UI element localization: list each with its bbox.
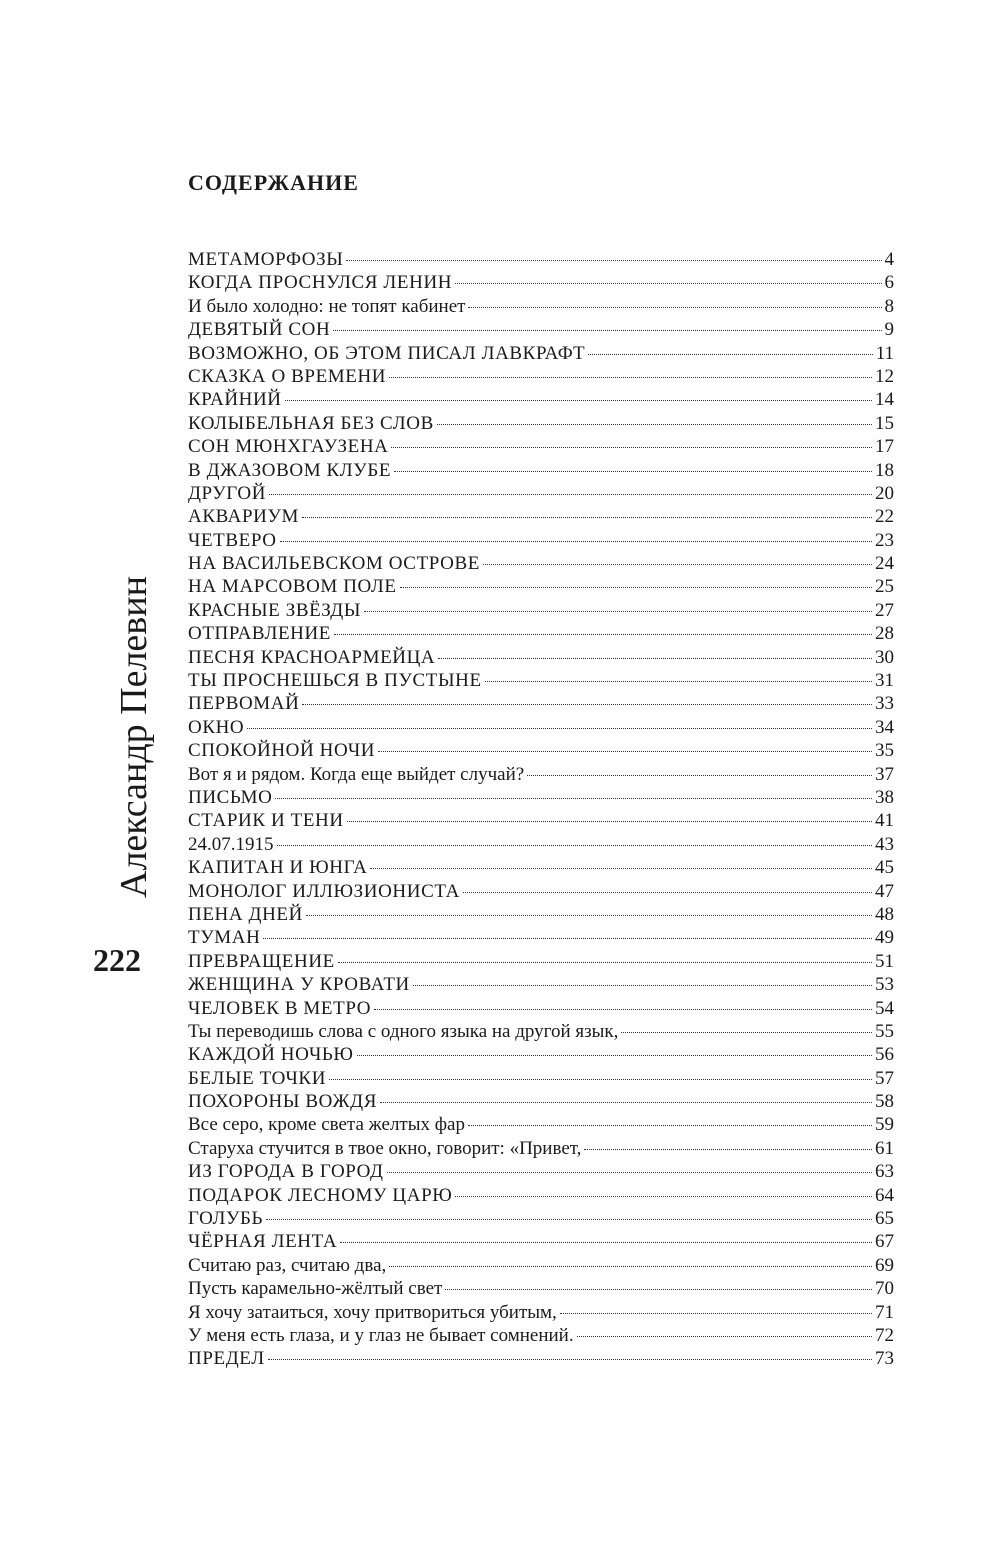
- toc-entry-page: 20: [875, 482, 894, 504]
- dot-leader: [269, 494, 872, 495]
- toc-entry-title: БЕЛЫЕ ТОЧКИ: [188, 1067, 327, 1089]
- toc-entry-page: 55: [875, 1020, 894, 1042]
- dot-leader: [347, 821, 872, 822]
- toc-entry: [188, 833, 894, 856]
- toc-entry: [188, 646, 894, 669]
- toc-entry: [188, 295, 894, 318]
- toc-entry: [188, 482, 894, 505]
- toc-entry: [188, 809, 894, 832]
- dot-leader: [333, 330, 881, 331]
- dot-leader: [380, 1102, 872, 1103]
- toc-entry: [188, 1301, 894, 1324]
- dot-leader: [266, 1219, 872, 1220]
- toc-entry: [188, 926, 894, 949]
- dot-leader: [621, 1032, 872, 1033]
- toc-entry-page: 73: [875, 1348, 894, 1370]
- toc-entry-page: 43: [875, 833, 894, 855]
- dot-leader: [387, 1172, 872, 1173]
- table-of-contents: [188, 248, 894, 1371]
- toc-entry: [188, 1184, 894, 1207]
- toc-entry-title: ПОДАРОК ЛЕСНОМУ ЦАРЮ: [188, 1184, 453, 1206]
- toc-entry-title: КАПИТАН И ЮНГА: [188, 857, 368, 879]
- toc-entry: [188, 1020, 894, 1043]
- dot-leader: [247, 728, 872, 729]
- toc-entry: [188, 1113, 894, 1136]
- toc-entry-title: ЧЕТВЕРО: [188, 529, 277, 551]
- toc-entry-title: Вот я и рядом. Когда еще выйдет случай?: [188, 763, 525, 785]
- dot-leader: [302, 517, 872, 518]
- dot-leader: [445, 1289, 872, 1290]
- dot-leader: [263, 938, 872, 939]
- page-title: СОДЕРЖАНИЕ: [188, 170, 359, 195]
- toc-entry: [188, 435, 894, 458]
- toc-entry-page: 17: [875, 436, 894, 458]
- dot-leader: [391, 447, 872, 448]
- toc-entry-page: 4: [884, 249, 894, 270]
- dot-leader: [374, 1009, 872, 1010]
- toc-entry-page: 64: [875, 1184, 894, 1206]
- toc-entry-title: ЖЕНЩИНА У КРОВАТИ: [188, 974, 410, 996]
- dot-leader: [285, 400, 872, 401]
- dot-leader: [389, 1266, 872, 1267]
- toc-entry-page: 72: [875, 1324, 894, 1346]
- toc-entry: [188, 1160, 894, 1183]
- toc-entry-page: 45: [875, 857, 894, 879]
- toc-entry-page: 14: [875, 389, 894, 411]
- toc-entry-title: 24.07.1915: [188, 833, 274, 855]
- toc-entry: [188, 248, 894, 271]
- toc-entry: [188, 880, 894, 903]
- toc-entry-title: ПРЕВРАЩЕНИЕ: [188, 950, 335, 972]
- dot-leader: [455, 283, 881, 284]
- toc-entry-page: 63: [875, 1161, 894, 1183]
- toc-entry-title: ПРЕДЕЛ: [188, 1348, 265, 1370]
- toc-entry-title: В ДЖАЗОВОМ КЛУБЕ: [188, 459, 392, 481]
- toc-entry-page: 25: [875, 576, 894, 598]
- toc-entry: [188, 1137, 894, 1160]
- toc-entry: [188, 997, 894, 1020]
- toc-entry-title: У меня есть глаза, и у глаз не бывает сомнений.: [188, 1324, 574, 1346]
- toc-entry-title: ТЫ ПРОСНЕШЬСЯ В ПУСТЫНЕ: [188, 670, 482, 692]
- toc-entry: [188, 973, 894, 996]
- toc-entry-page: 61: [875, 1137, 894, 1159]
- toc-entry: [188, 1043, 894, 1066]
- dot-leader: [468, 1125, 872, 1126]
- toc-entry: [188, 342, 894, 365]
- toc-entry: [188, 1254, 894, 1277]
- dot-leader: [394, 471, 872, 472]
- dot-leader: [560, 1313, 872, 1314]
- toc-entry: [188, 669, 894, 692]
- toc-entry: [188, 599, 894, 622]
- toc-entry-page: 37: [875, 763, 894, 785]
- toc-entry: [188, 739, 894, 762]
- dot-leader: [463, 892, 872, 893]
- toc-entry-page: 31: [875, 670, 894, 692]
- toc-entry: [188, 271, 894, 294]
- toc-entry-title: АКВАРИУМ: [188, 506, 300, 528]
- toc-entry-page: 71: [875, 1301, 894, 1323]
- toc-entry-page: 49: [875, 927, 894, 949]
- toc-entry-title: ЧЁРНАЯ ЛЕНТА: [188, 1231, 338, 1253]
- toc-entry-title: ПОХОРОНЫ ВОЖДЯ: [188, 1091, 377, 1113]
- toc-entry-title: КОГДА ПРОСНУЛСЯ ЛЕНИН: [188, 272, 453, 294]
- toc-entry-title: КОЛЫБЕЛЬНАЯ БЕЗ СЛОВ: [188, 412, 434, 434]
- toc-entry: [188, 903, 894, 926]
- toc-entry: [188, 856, 894, 879]
- toc-entry-title: ЧЕЛОВЕК В МЕТРО: [188, 997, 372, 1019]
- dot-leader: [389, 377, 872, 378]
- toc-entry-title: НА ВАСИЛЬЕВСКОМ ОСТРОВЕ: [188, 553, 480, 575]
- toc-entry-page: 48: [875, 903, 894, 925]
- dot-leader: [346, 260, 881, 261]
- toc-entry-title: КРАСНЫЕ ЗВЁЗДЫ: [188, 599, 361, 621]
- toc-entry-page: 56: [875, 1044, 894, 1066]
- toc-entry-page: 53: [875, 974, 894, 996]
- dot-leader: [334, 634, 872, 635]
- dot-leader: [306, 915, 872, 916]
- toc-entry-page: 34: [875, 716, 894, 738]
- dot-leader: [277, 845, 873, 846]
- toc-entry: [188, 950, 894, 973]
- dot-leader: [340, 1242, 872, 1243]
- author-name: Александр Пелевин: [113, 576, 155, 898]
- toc-entry-title: И было холодно: не топят кабинет: [188, 295, 466, 317]
- toc-entry-page: 18: [875, 459, 894, 481]
- dot-leader: [370, 868, 872, 869]
- dot-leader: [527, 775, 872, 776]
- toc-entry: [188, 459, 894, 482]
- dot-leader: [468, 307, 881, 308]
- dot-leader: [455, 1196, 872, 1197]
- toc-entry-title: СОН МЮНХГАУЗЕНА: [188, 436, 389, 458]
- dot-leader: [338, 962, 872, 963]
- toc-entry-page: 70: [875, 1278, 894, 1300]
- toc-entry-page: 9: [884, 319, 894, 341]
- dot-leader: [400, 587, 872, 588]
- dot-leader: [483, 564, 872, 565]
- toc-entry-page: 47: [875, 880, 894, 902]
- toc-entry: [188, 365, 894, 388]
- toc-entry: [188, 505, 894, 528]
- toc-entry-page: 38: [875, 786, 894, 808]
- toc-entry-title: НА МАРСОВОМ ПОЛЕ: [188, 576, 397, 598]
- toc-entry-title: КРАЙНИЙ: [188, 389, 282, 411]
- toc-entry: [188, 552, 894, 575]
- dot-leader: [485, 681, 872, 682]
- toc-entry-page: 23: [875, 529, 894, 551]
- toc-entry-title: Все серо, кроме света желтых фар: [188, 1114, 465, 1136]
- toc-entry-title: Пусть карамельно-жёлтый свет: [188, 1278, 443, 1300]
- toc-entry-title: ВОЗМОЖНО, ОБ ЭТОМ ПИСАЛ ЛАВКРАФТ: [188, 342, 586, 364]
- dot-leader: [584, 1149, 872, 1150]
- toc-entry-page: 27: [875, 599, 894, 621]
- dot-leader: [588, 354, 873, 355]
- toc-entry-title: ПЕСНЯ КРАСНОАРМЕЙЦА: [188, 646, 436, 668]
- toc-entry-page: 12: [875, 365, 894, 387]
- toc-entry: [188, 529, 894, 552]
- toc-entry: [188, 1277, 894, 1300]
- toc-entry-page: 57: [875, 1067, 894, 1089]
- toc-entry: [188, 716, 894, 739]
- toc-entry-title: Ты переводишь слова с одного языка на другой язык,: [188, 1020, 619, 1042]
- toc-entry: [188, 412, 894, 435]
- dot-leader: [413, 985, 872, 986]
- toc-entry-title: МЕТАМОРФОЗЫ: [188, 249, 344, 270]
- toc-entry: [188, 786, 894, 809]
- toc-entry-title: ОКНО: [188, 716, 245, 738]
- dot-leader: [577, 1336, 872, 1337]
- toc-entry-title: Я хочу затаиться, хочу притвориться убитым,: [188, 1301, 557, 1323]
- toc-entry: [188, 1347, 894, 1370]
- toc-entry-page: 8: [884, 295, 894, 317]
- toc-entry: [188, 318, 894, 341]
- toc-entry: [188, 1230, 894, 1253]
- toc-entry: [188, 388, 894, 411]
- toc-entry: [188, 1324, 894, 1347]
- toc-entry-title: Старуха стучится в твое окно, говорит: «Привет,: [188, 1137, 582, 1159]
- toc-entry-page: 54: [875, 997, 894, 1019]
- toc-entry-page: 30: [875, 646, 894, 668]
- toc-entry: [188, 575, 894, 598]
- dot-leader: [357, 1055, 872, 1056]
- toc-entry-page: 41: [875, 810, 894, 832]
- toc-entry-title: ПИСЬМО: [188, 786, 273, 808]
- toc-entry-page: 22: [875, 506, 894, 528]
- toc-entry-title: ТУМАН: [188, 927, 261, 949]
- toc-entry-title: МОНОЛОГ ИЛЛЮЗИОНИСТА: [188, 880, 460, 902]
- toc-entry-page: 15: [875, 412, 894, 434]
- toc-entry-title: ИЗ ГОРОДА В ГОРОД: [188, 1161, 384, 1183]
- toc-entry: [188, 1067, 894, 1090]
- toc-entry-page: 33: [875, 693, 894, 715]
- dot-leader: [268, 1359, 872, 1360]
- toc-entry-title: СТАРИК И ТЕНИ: [188, 810, 344, 832]
- toc-entry-page: 69: [875, 1254, 894, 1276]
- toc-entry-title: ПЕНА ДНЕЙ: [188, 903, 303, 925]
- dot-leader: [364, 611, 872, 612]
- toc-entry-title: ДЕВЯТЫЙ СОН: [188, 319, 331, 341]
- dot-leader: [437, 424, 872, 425]
- toc-entry-page: 24: [875, 553, 894, 575]
- page-number: 222: [93, 942, 141, 978]
- toc-entry-title: СПОКОЙНОЙ НОЧИ: [188, 740, 376, 762]
- toc-entry: [188, 1207, 894, 1230]
- toc-entry-page: 28: [875, 623, 894, 645]
- toc-entry-page: 11: [875, 342, 894, 364]
- dot-leader: [438, 658, 872, 659]
- toc-entry-page: 67: [875, 1231, 894, 1253]
- toc-entry: [188, 1090, 894, 1113]
- toc-entry: [188, 622, 894, 645]
- dot-leader: [302, 704, 872, 705]
- toc-entry-page: 35: [875, 740, 894, 762]
- dot-leader: [378, 751, 872, 752]
- toc-entry-title: ДРУГОЙ: [188, 482, 267, 504]
- toc-entry-page: 65: [875, 1208, 894, 1230]
- dot-leader: [280, 541, 872, 542]
- toc-entry: [188, 763, 894, 786]
- toc-entry-title: ОТПРАВЛЕНИЕ: [188, 623, 331, 645]
- toc-entry: [188, 692, 894, 715]
- toc-entry-title: СКАЗКА О ВРЕМЕНИ: [188, 365, 387, 387]
- toc-entry-title: ПЕРВОМАЙ: [188, 693, 300, 715]
- dot-leader: [275, 798, 872, 799]
- toc-entry-page: 6: [884, 272, 894, 294]
- toc-entry-title: Считаю раз, считаю два,: [188, 1254, 387, 1276]
- dot-leader: [329, 1079, 872, 1080]
- toc-entry-page: 59: [875, 1114, 894, 1136]
- toc-entry-title: КАЖДОЙ НОЧЬЮ: [188, 1044, 354, 1066]
- toc-entry-title: ГОЛУБЬ: [188, 1208, 264, 1230]
- toc-entry-page: 51: [875, 950, 894, 972]
- toc-entry-page: 58: [875, 1091, 894, 1113]
